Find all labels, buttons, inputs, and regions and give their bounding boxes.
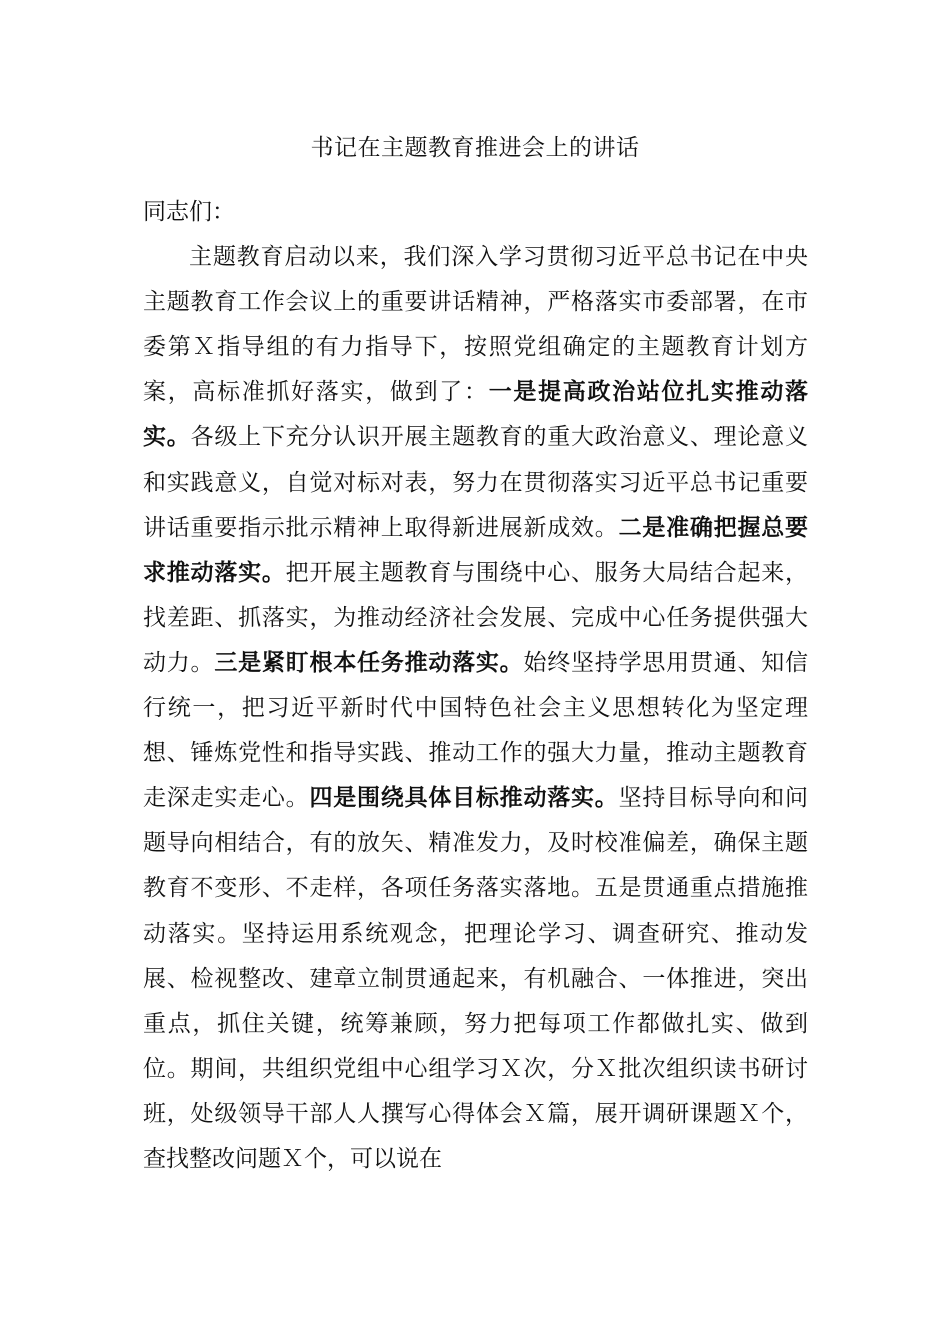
point-one-text: 各级上下充分认识开展主题教育的重大政治意义、理论意义和实践意义，自觉对标对表，努力在贯彻落实习近平总书记重要讲话重要指示批示精神上取得新进展新成效。 bbox=[143, 424, 809, 541]
greeting: 同志们： bbox=[143, 199, 235, 225]
point-three-text: 始终坚持学思用贯通、知信行统一，把习近平新时代中国特色社会主义思想转化为坚定理想、锤炼党性和指导实践、推动工作的强大力量，推动主题教育走深走实走心。 bbox=[143, 649, 809, 812]
speech-paragraph bbox=[143, 235, 808, 1182]
point-two-text: 把开展主题教育与围绕中心、服务大局结合起来，找差距、抓落实，为推动经济社会发展、完成中心任务提供强大动力。 bbox=[143, 559, 809, 676]
point-one-heading: 一是提高政治站位扎实推动落实。 bbox=[143, 379, 809, 451]
point-four-heading: 四是围绕具体目标推动落实。 bbox=[309, 785, 619, 812]
point-three-heading: 三是紧盯根本任务推动落实。 bbox=[214, 649, 524, 676]
document-body bbox=[143, 190, 808, 1182]
point-two-heading: 二是准确把握总要求推动落实。 bbox=[143, 514, 809, 586]
point-four-and-five-text: 坚持目标导向和问题导向相结合，有的放矢、精准发力，及时校准偏差，确保主题教育不变形、不走样，各项任务落实落地。五是贯通重点措施推动落实。坚持运用系统观念，把理论学习、调查研究、推动发展、检视整改、建章立制贯通起来，有机融合、一体推进，突出重点，抓住关键，统筹兼顾，努力把每项工作都做扎实、做到位。期间，共组织党组中心组学习Ｘ次，分Ｘ批次组织读书研讨班，处级领导干部人人撰写心得体会Ｘ篇，展开调研课题Ｘ个，查找整改问题Ｘ个，可以说在 bbox=[143, 785, 809, 1172]
document-title: 书记在主题教育推进会上的讲话 bbox=[310, 135, 640, 161]
intro-text: 主题教育启动以来，我们深入学习贯彻习近平总书记在中央主题教育工作会议上的重要讲话精神，严格落实市委部署，在市委第Ｘ指导组的有力指导下，按照党组确定的主题教育计划方案，高标准抓好落实，做到了： bbox=[143, 244, 808, 406]
